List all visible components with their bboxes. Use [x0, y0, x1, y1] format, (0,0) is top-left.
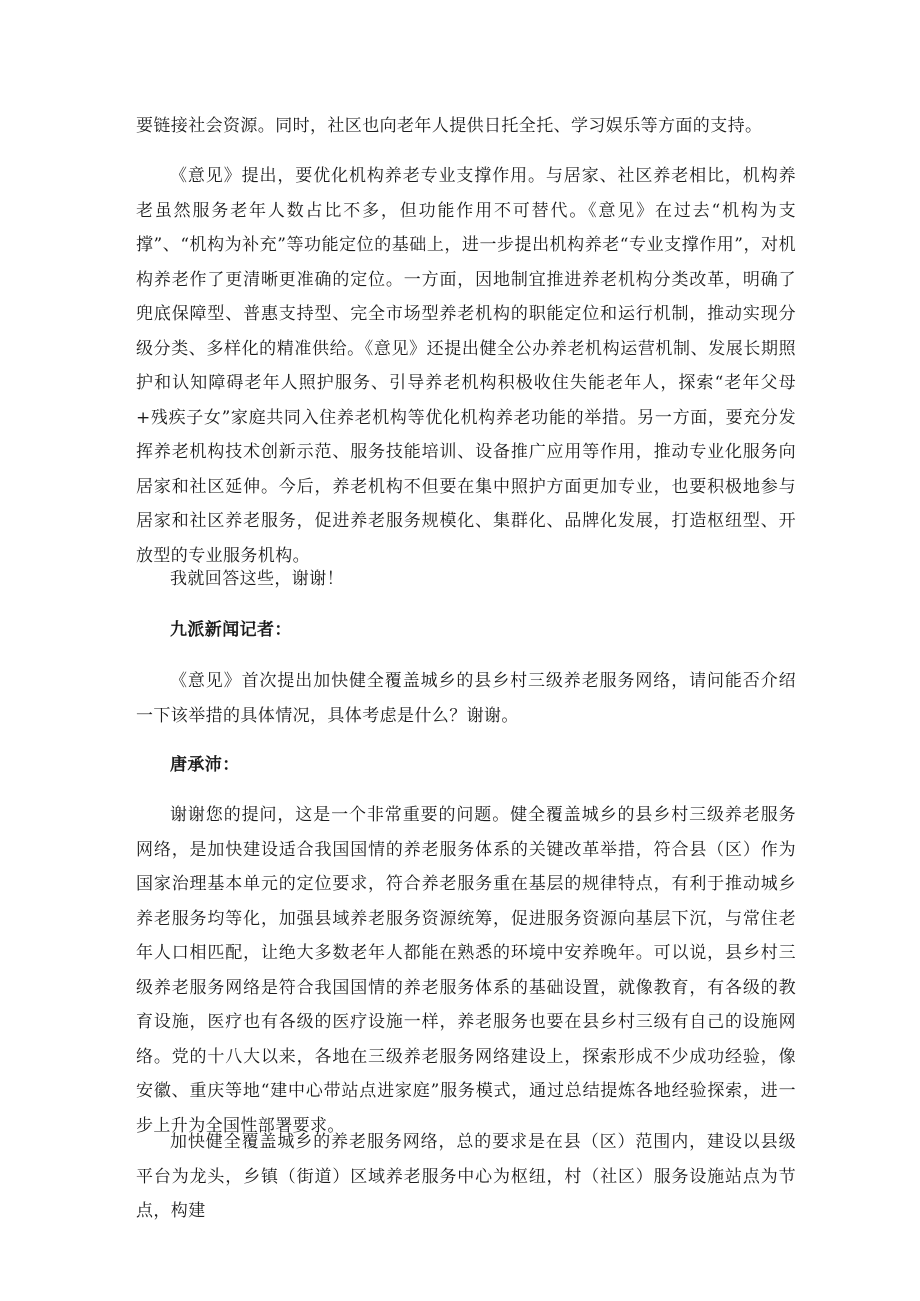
paragraph-network-requirements: 加快健全覆盖城乡的养老服务网络，总的要求是在县（区）范围内，建设以县级平台为龙头，乡镇（街道）区域养老服务中心为枢纽，村（社区）服务设施站点为节点，构建 — [136, 1132, 796, 1221]
paragraph-reporter-question: 《意见》首次提出加快健全覆盖城乡的县乡村三级养老服务网络，请问能否介绍一下该举措的具体情况，具体考虑是什么？谢谢。 — [136, 671, 796, 726]
speaker-label-official: 唐承沛： — [170, 755, 240, 775]
paragraph-official-answer: 谢谢您的提问，这是一个非常重要的问题。健全覆盖城乡的县乡村三级养老服务网络，是加快建设适合我国国情的养老服务体系的关键改革举措，符合县（区）作为国家治理基本单元的定位要求，符合养老服务重在基层的规律特点，有利于推动城乡养老服务均等化，加强县域养老服务资源统筹，促进服务资源向基层下沉，与常住老年人口相匹配，让绝大多数老年人都能在熟悉的环境中安养晚年。可以说，县乡村三级养老服务网络是符合我国国情的养老服务体系的基础设置，就像教育，有各级的教育设施，医疗也有各级的医疗设施一样，养老服务也要在县乡村三级有自己的设施网络。党的十八大以来，各地在三级养老服务网络建设上，探索形成不少成功经验，像安徽、重庆等地“建中心带站点进家庭”服务模式，通过总结提炼各地经验探索，进一步上升为全国性部署要求。 — [136, 805, 796, 1136]
speaker-label-reporter: 九派新闻记者： — [170, 620, 292, 640]
paragraph-institutional-care: 《意见》提出，要优化机构养老专业支撑作用。与居家、社区养老相比，机构养老虽然服务老年人数占比不多，但功能作用不可替代。《意见》在过去“机构为支撑”、“机构为补充”等功能定位的基础上，进一步提出机构养老“专业支撑作用”，对机构养老作了更清晰更准确的定位。一方面，因地制宜推进养老机构分类改革，明确了兜底保障型、普惠支持型、完全市场型养老机构的职能定位和运行机制，推动实现分级分类、多样化的精准供给。《意见》还提出健全公办养老机构运营机制、发展长期照护和认知障碍老年人照护服务、引导养老机构积极收住失能老年人，探索“老年父母+残疾子女”家庭共同入住养老机构等优化机构养老功能的举措。另一方面，要充分发挥养老机构技术创新示范、服务技能培训、设备推广应用等作用，推动专业化服务向居家和社区延伸。今后，养老机构不但要在集中照护方面更加专业，也要积极地参与居家和社区养老服务，促进养老服务规模化、集群化、品牌化发展，打造枢纽型、开放型的专业服务机构。 — [136, 166, 796, 566]
paragraph-closing-remark: 我就回答这些，谢谢！ — [170, 569, 344, 589]
paragraph-intro-continuation: 要链接社会资源。同时，社区也向老年人提供日托全托、学习娱乐等方面的支持。 — [136, 116, 763, 136]
